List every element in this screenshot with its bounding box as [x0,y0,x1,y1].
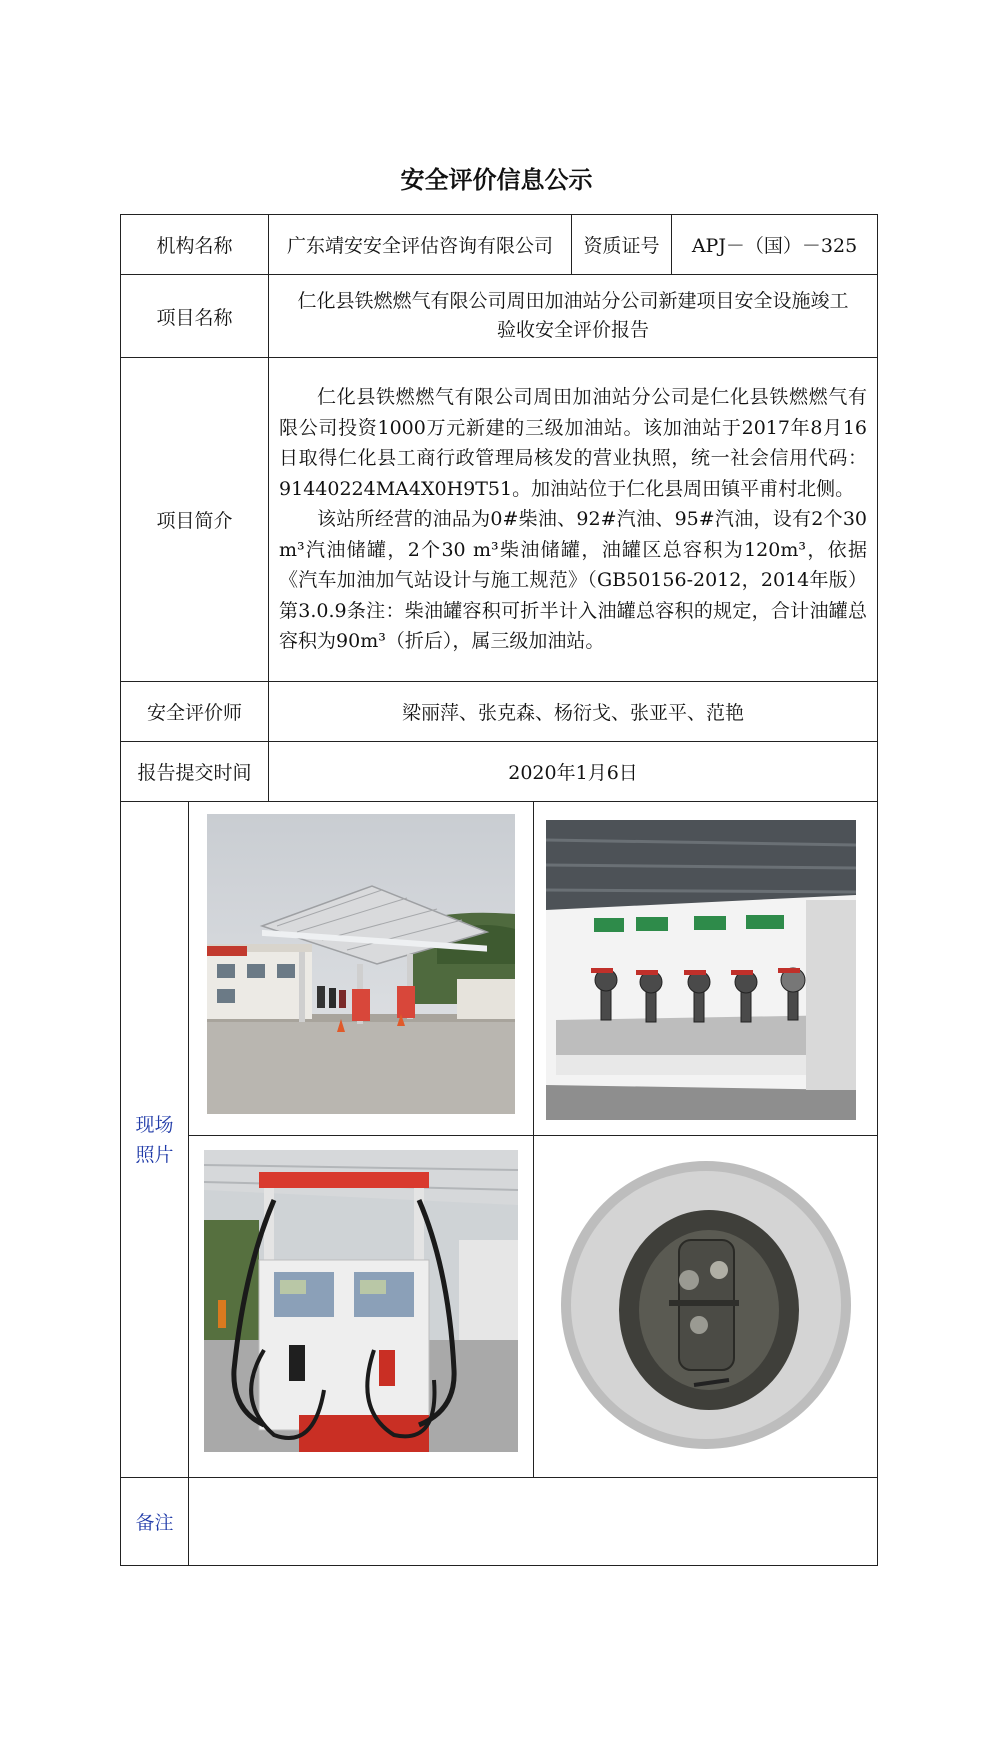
info-table [120,214,878,1566]
photos-label-line2: 照片 [135,1143,174,1166]
project-intro-label: 项目简介 [121,358,269,682]
submit-time-value: 2020年1月6日 [269,742,878,802]
row-project-name [121,275,878,358]
row-institution [121,215,878,275]
photo-cell-3 [189,1135,533,1477]
row-submit-time [121,742,878,802]
remarks-label: 备注 [121,1478,189,1566]
photo-tank-manhole [559,1160,853,1450]
project-intro-value [269,358,878,682]
photo-cell-4 [533,1135,877,1477]
photo-cell-2 [533,802,877,1135]
project-name-line2: 验收安全评价报告 [497,319,650,341]
project-name-value [269,275,878,358]
photo-tank-valves [546,820,856,1120]
intro-paragraph-1: 仁化县铁燃燃气有限公司周田加油站分公司是仁化县铁燃燃气有限公司投资1000万元新建的三级加油站。该加油站于2017年8月16日取得仁化县工商行政管理局核发的营业执照，统一社会信用代码：91440224MA4X0H9T51。加油站位于仁化县周田镇平甫村北侧。 [279,386,868,500]
cert-label: 资质证号 [572,215,672,275]
project-name-line1: 仁化县铁燃燃气有限公司周田加油站分公司新建项目安全设施竣工 [297,290,849,312]
row-photos [121,802,878,1478]
photo-gas-station-canopy [207,814,515,1114]
intro-paragraph-2: 该站所经营的油品为0#柴油、92#汽油、95#汽油，设有2个30 m³汽油储罐，2个30 m³柴油储罐，油罐区总容积为120m³，依据《汽车加油加气站设计与施工规范》（GB50156-2012，2014年版）第3.0.9条注：柴油罐容积可折半计入油罐总容积的规定，合计油罐总容积为90m³（折后），属三级加油站。 [279,508,868,653]
row-remarks [121,1478,878,1566]
project-name-label: 项目名称 [121,275,269,358]
row-project-intro [121,358,878,682]
evaluators-label: 安全评价师 [121,682,269,742]
institution-label: 机构名称 [121,215,269,275]
page-title: 安全评价信息公示 [400,166,593,194]
submit-time-label: 报告提交时间 [121,742,269,802]
institution-value: 广东靖安安全评估咨询有限公司 [269,215,572,275]
cert-value: APJ－（国）－325 [672,215,878,275]
remarks-value [189,1478,878,1566]
photos-label-line1: 现场 [135,1113,174,1136]
photo-fuel-dispenser [204,1150,518,1452]
photos-grid [189,802,877,1477]
photos-label [121,802,189,1478]
evaluators-value: 梁丽萍、张克森、杨衍戈、张亚平、范艳 [269,682,878,742]
photos-grid-cell [189,802,878,1478]
photo-cell-1 [189,802,533,1135]
row-evaluators [121,682,878,742]
